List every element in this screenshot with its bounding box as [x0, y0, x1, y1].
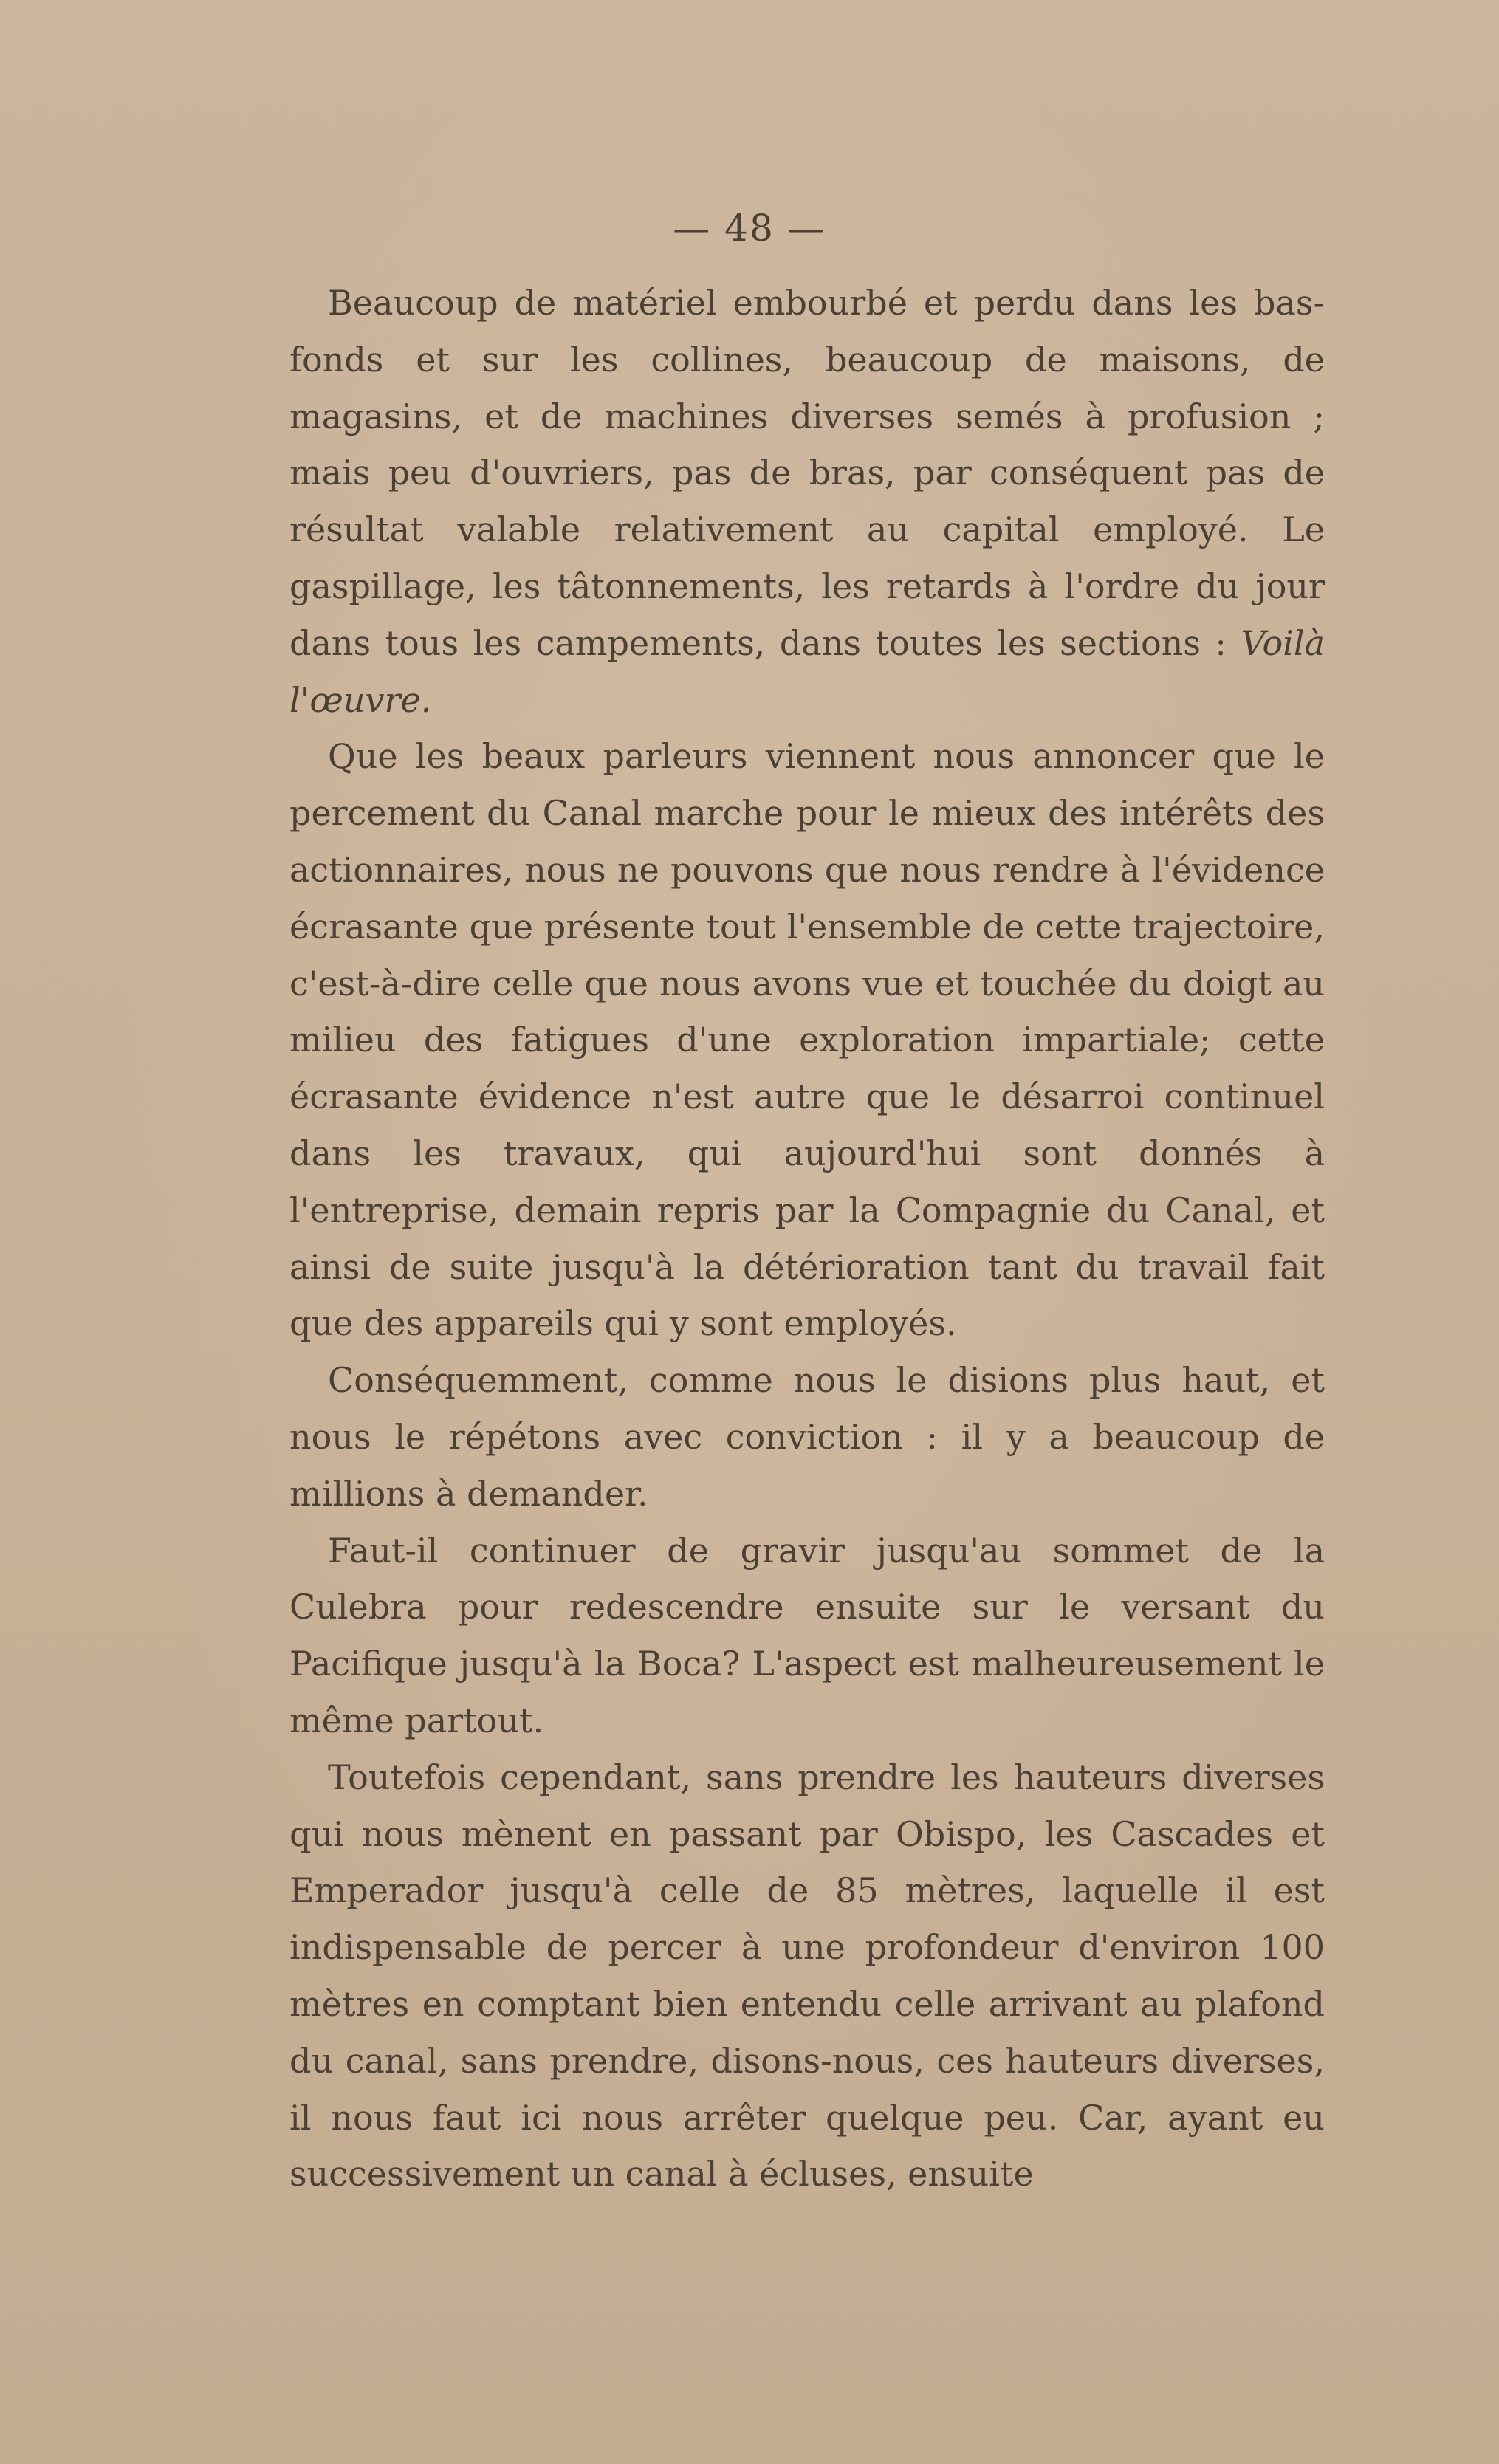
body-text	[289, 275, 1325, 2203]
paragraph-1-text: Beaucoup de matériel embourbé et perdu dans les bas-fonds et sur les collines, beaucoup de maisons, de magasins, et de machines diverses semés à profusion ; mais peu d'ouvriers, pas de bras, par conséquent pas de résultat valable relativement au capital employé. Le gaspillage, les tâtonnements, les retards à l'ordre du jour dans tous les campements, dans toutes les sections :	[289, 283, 1325, 663]
paragraph-1	[289, 275, 1325, 728]
paragraph-2: Que les beaux parleurs viennent nous annoncer que le percement du Canal marche pour le mieux des intérêts des actionnaires, nous ne pouvons que nous rendre à l'évidence écrasante que présente tout l'ensemble de cette trajectoire, c'est-à-dire celle que nous avons vue et touchée du doigt au milieu des fatigues d'une exploration impartiale; cette écrasante évidence n'est autre que le désarroi continuel dans les travaux, qui aujourd'hui sont donnés à l'entreprise, demain repris par la Compagnie du Canal, et ainsi de suite jusqu'à la détérioration tant du travail fait que des appareils qui y sont employés.	[289, 736, 1325, 1344]
page-number: — 48 —	[673, 207, 826, 250]
paragraph-5: Toutefois cependant, sans prendre les hauteurs diverses qui nous mènent en passant par Obispo, les Cascades et Emperador jusqu'à celle de 85 mètres, laquelle il est indispensable de percer à une profondeur d'environ 100 mètres en comptant bien entendu celle arrivant au plafond du canal, sans prendre, disons-nous, ces hauteurs diverses, il nous faut ici nous arrêter quelque peu. Car, ayant eu successivement un canal à écluses, ensuite	[289, 1757, 1325, 2194]
paragraph-3: Conséquemment, comme nous le disions plus haut, et nous le répétons avec conviction : il y a beaucoup de millions à demander.	[289, 1360, 1325, 1514]
paragraph-4: Faut-il continuer de gravir jusqu'au sommet de la Culebra pour redescendre ensuite sur le versant du Pacifique jusqu'à la Boca? L'aspect est malheureusement le même partout.	[289, 1530, 1325, 1740]
paragraph-1-emphasis: Voilà l'œuvre.	[289, 622, 1325, 720]
